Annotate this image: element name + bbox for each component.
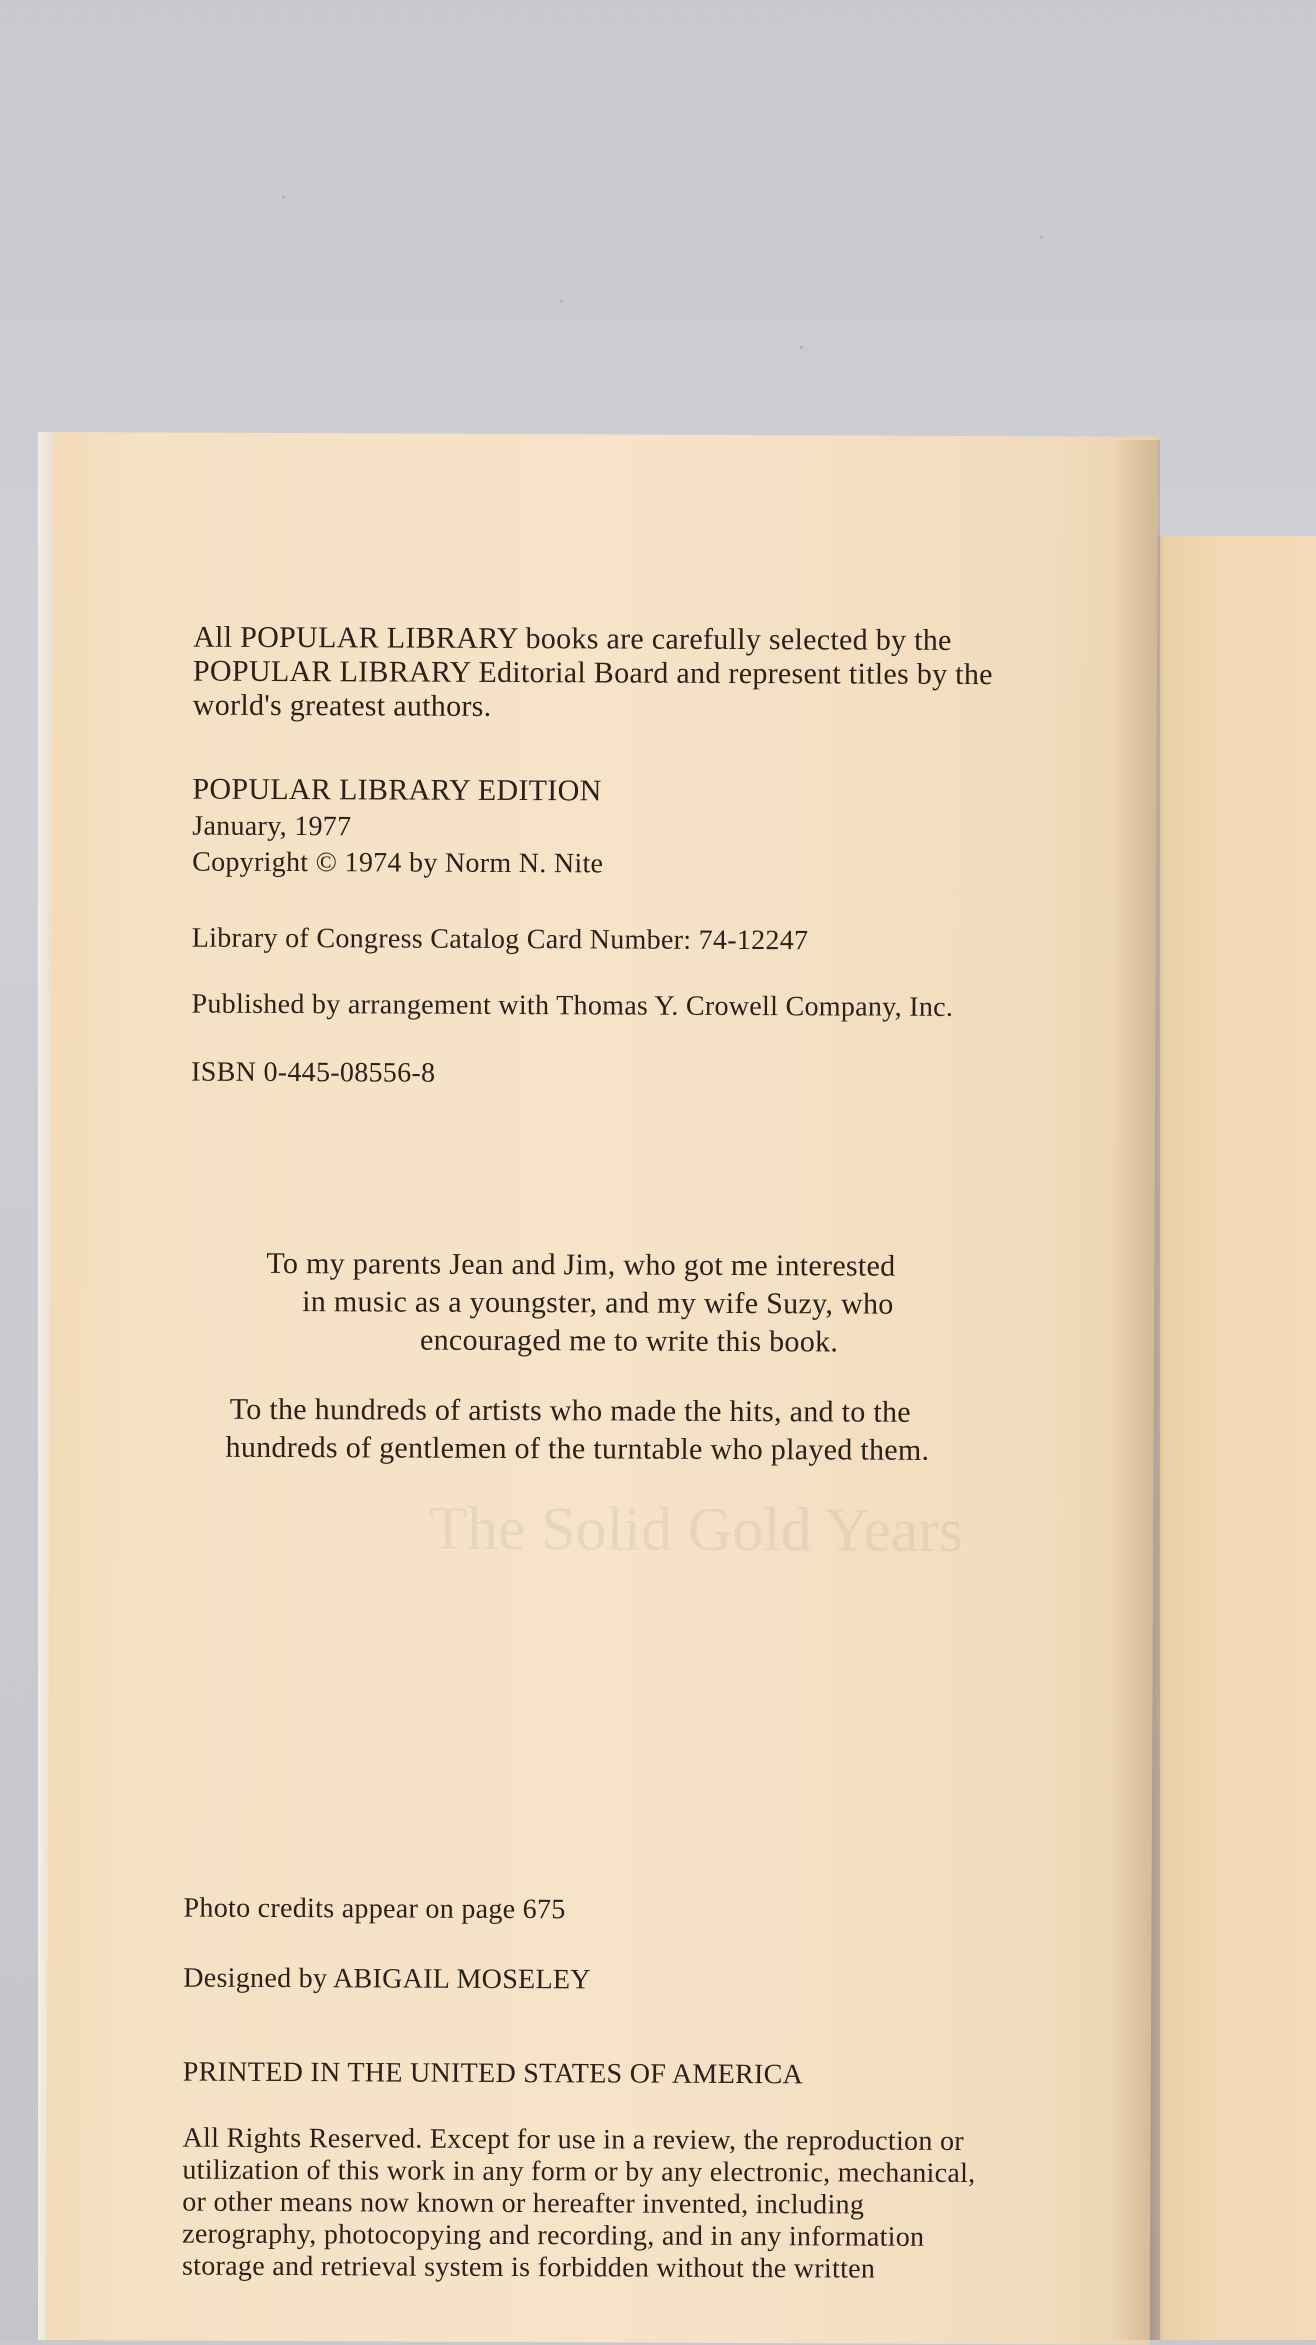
dust-speck [800, 346, 803, 349]
bleed-through-text: The Solid Gold Years [429, 1494, 964, 1565]
rights-line-3: or other means now known or hereafter invented, including [182, 2186, 865, 2221]
printed-in: PRINTED IN THE UNITED STATES OF AMERICA [182, 2056, 804, 2091]
intro-line-3: world's greatest authors. [192, 688, 492, 723]
intro-line-2: POPULAR LIBRARY Editorial Board and represent titles by the [192, 654, 993, 692]
dust-speck [1040, 236, 1043, 239]
dedication-line-1: To my parents Jean and Jim, who got me interested [266, 1246, 896, 1283]
catalog-number: Library of Congress Catalog Card Number: 74-12247 [191, 922, 809, 957]
dust-speck [282, 196, 285, 199]
page-edge-shadow [1112, 440, 1160, 2340]
dedication-line-4: To the hundreds of artists who made the hits, and to the [229, 1392, 912, 1429]
edition-title: POPULAR LIBRARY EDITION [192, 772, 602, 808]
dedication-line-5: hundreds of gentlemen of the turntable who played them. [225, 1430, 930, 1467]
intro-line-1: All POPULAR LIBRARY books are carefully selected by the [193, 620, 952, 657]
designer-credit: Designed by ABIGAIL MOSELEY [183, 1962, 591, 1996]
book-page [46, 432, 1158, 2345]
isbn: ISBN 0-445-08556-8 [191, 1056, 436, 1089]
rights-line-4: zerography, photocopying and recording, and in any information [182, 2218, 925, 2253]
dedication-line-2: in music as a youngster, and my wife Suzy, who [302, 1285, 894, 1321]
photo-credits: Photo credits appear on page 675 [183, 1892, 566, 1926]
rights-line-2: utilization of this work in any form or by any electronic, mechanical, [182, 2154, 976, 2190]
facing-page [1160, 536, 1316, 2340]
dust-speck [560, 300, 563, 303]
publisher-note: Published by arrangement with Thomas Y. Crowell Company, Inc. [191, 988, 954, 1023]
copyright-line: Copyright © 1974 by Norm N. Nite [192, 846, 604, 880]
rights-line-1: All Rights Reserved. Except for use in a review, the reproduction or [182, 2122, 964, 2157]
edition-date: January, 1977 [192, 810, 352, 843]
rights-line-5: storage and retrieval system is forbidden without the written [181, 2250, 876, 2285]
dedication-line-3: encouraged me to write this book. [419, 1323, 839, 1359]
